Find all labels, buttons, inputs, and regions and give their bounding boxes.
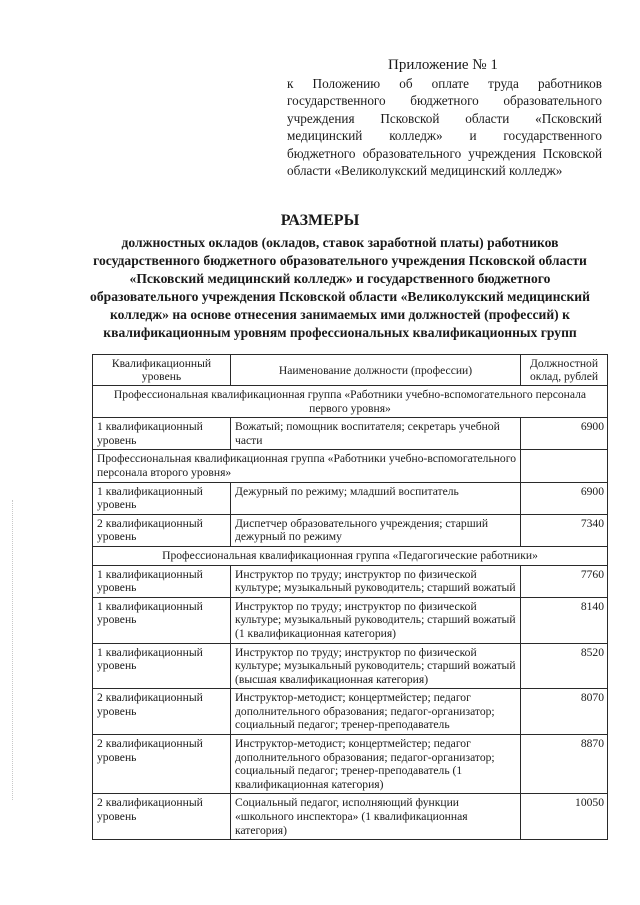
table-row	[93, 514, 608, 546]
table-row	[93, 643, 608, 689]
table-row	[93, 418, 608, 450]
position-cell: Диспетчер образовательного учреждения; старший дежурный по режиму	[231, 514, 521, 546]
table-row	[93, 565, 608, 597]
position-cell: Инструктор по труду; инструктор по физической культуре; музыкальный руководитель; старший вожатый	[231, 565, 521, 597]
salary-cell: 7340	[521, 514, 608, 546]
salary-cell: 7760	[521, 565, 608, 597]
table-row	[93, 597, 608, 643]
document-subtitle: должностных окладов (окладов, ставок заработной платы) работников государственного бюджетного образовательного учреждения Псковской области «Псковский медицинский колледж» и государственного бюджетного образовательного учреждения Псковской области «Великолукский медицинский колледж» на основе отнесения занимаемых ими должностей (профессий) к квалификационным уровням профессиональных квалификационных групп	[90, 235, 590, 340]
group-title: Профессиональная квалификационная группа «Работники учебно-вспомогательного персонала второго уровня»	[93, 450, 521, 482]
position-cell: Дежурный по режиму; младший воспитатель	[231, 482, 521, 514]
header-salary: Должностной оклад, рублей	[521, 355, 608, 386]
position-cell: Вожатый; помощник воспитателя; секретарь учебной части	[231, 418, 521, 450]
level-cell: 1 квалификационный уровень	[93, 418, 231, 450]
group-title: Профессиональная квалификационная группа «Работники учебно-вспомогательного персонала первого уровня»	[93, 386, 608, 418]
appendix-reference-text: к Положению об оплате труда работников государственного бюджетного образовательного учреждения Псковской области «Псковский медицинский колледж» и государственного бюджетного образовательного учреждения Псковской области «Великолукский медицинский колледж»	[287, 76, 602, 179]
salary-cell: 6900	[521, 418, 608, 450]
position-cell: Инструктор-методист; концертмейстер; педагог дополнительного образования; педагог-организатор; социальный педагог; тренер-преподаватель	[231, 689, 521, 735]
table-row	[93, 735, 608, 794]
salary-cell: 8520	[521, 643, 608, 689]
group-title: Профессиональная квалификационная группа «Педагогические работники»	[93, 546, 608, 565]
header-position: Наименование должности (профессии)	[231, 355, 521, 386]
level-cell: 1 квалификационный уровень	[93, 482, 231, 514]
group-row	[93, 450, 608, 482]
salary-cell: 8070	[521, 689, 608, 735]
salary-cell: 10050	[521, 794, 608, 840]
table-row	[93, 794, 608, 840]
table-header-row	[93, 355, 608, 386]
salary-cell: 6900	[521, 482, 608, 514]
table-row	[93, 689, 608, 735]
salary-cell: 8870	[521, 735, 608, 794]
position-cell: Инструктор по труду; инструктор по физической культуре; музыкальный руководитель; старший вожатый (высшая квалификационная категория)	[231, 643, 521, 689]
salary-cell: 8140	[521, 597, 608, 643]
empty-salary-cell	[521, 450, 608, 482]
table-row	[93, 482, 608, 514]
group-row	[93, 546, 608, 565]
level-cell: 1 квалификационный уровень	[93, 597, 231, 643]
level-cell: 1 квалификационный уровень	[93, 565, 231, 597]
level-cell: 2 квалификационный уровень	[93, 514, 231, 546]
position-cell: Социальный педагог, исполняющий функции «школьного инспектора» (1 квалификационная категория)	[231, 794, 521, 840]
salary-table	[92, 354, 608, 840]
scan-margin-artifact	[12, 500, 14, 800]
position-cell: Инструктор-методист; концертмейстер; педагог дополнительного образования; педагог-организатор; социальный педагог; тренер-преподаватель (1 квалификационная категория)	[231, 735, 521, 794]
header-level: Квалификационный уровень	[93, 355, 231, 386]
level-cell: 2 квалификационный уровень	[93, 735, 231, 794]
level-cell: 1 квалификационный уровень	[93, 643, 231, 689]
level-cell: 2 квалификационный уровень	[93, 689, 231, 735]
document-title: РАЗМЕРЫ	[280, 212, 360, 229]
level-cell: 2 квалификационный уровень	[93, 794, 231, 840]
position-cell: Инструктор по труду; инструктор по физической культуре; музыкальный руководитель; старший вожатый (1 квалификационная категория)	[231, 597, 521, 643]
group-row	[93, 386, 608, 418]
appendix-title: Приложение № 1	[388, 57, 498, 73]
